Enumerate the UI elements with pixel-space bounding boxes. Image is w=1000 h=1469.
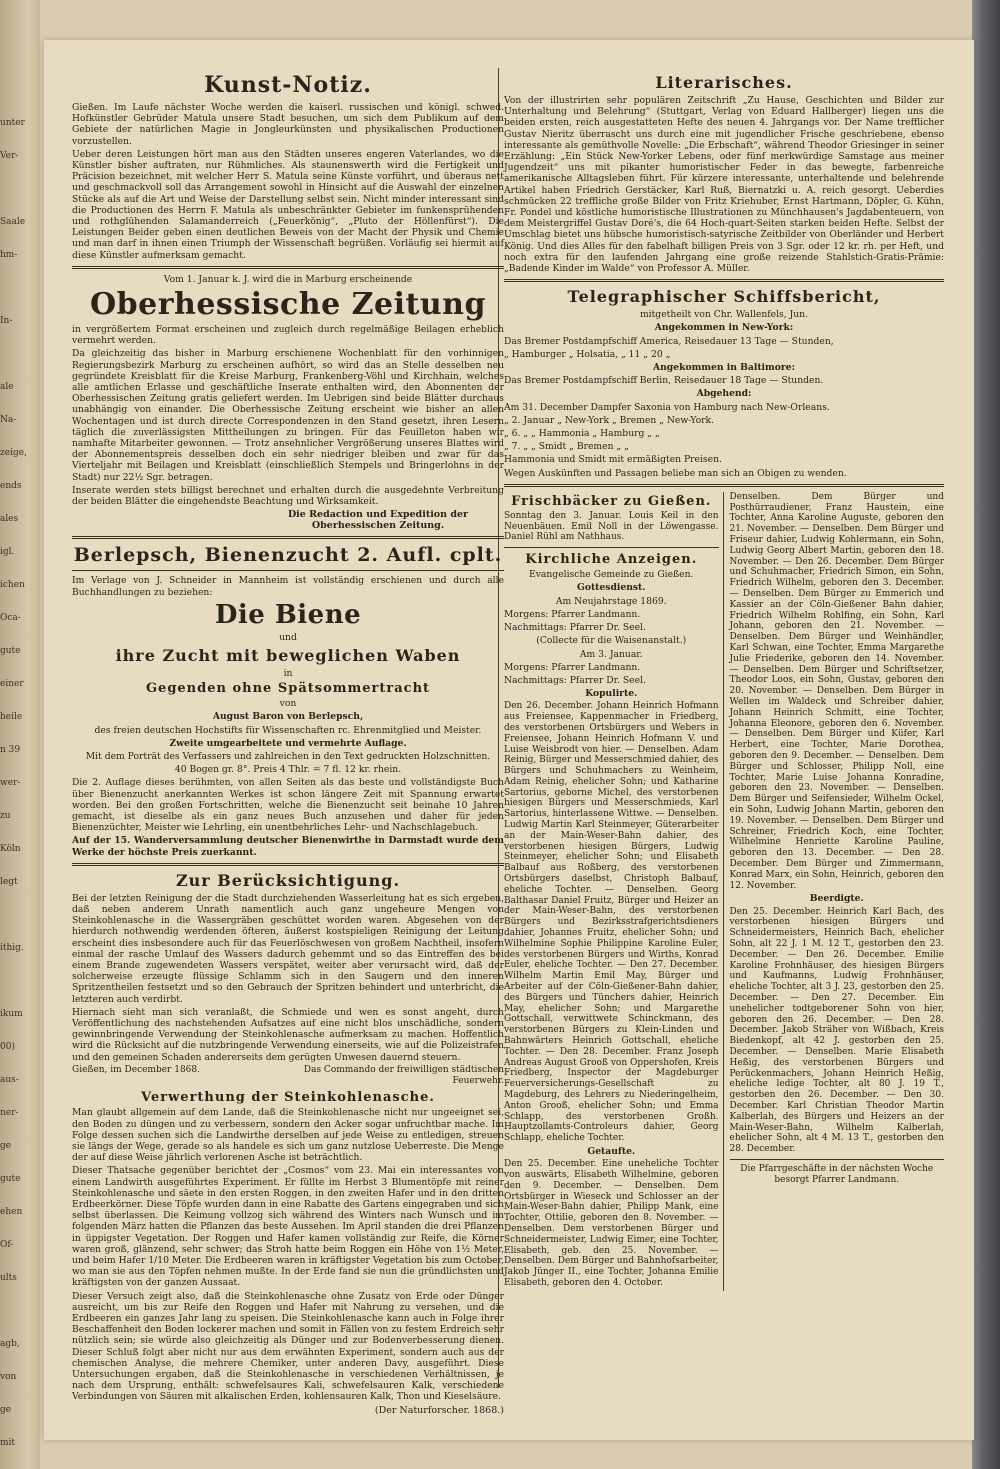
zeitung-title: Oberhessische Zeitung — [90, 287, 486, 323]
margin-fragment: aus- — [0, 1075, 19, 1085]
beruecksichtigung-date: Gießen, im December 1868. — [72, 1064, 200, 1075]
newspaper-page — [44, 40, 974, 1440]
right-column — [504, 70, 944, 1400]
margin-fragment: Saale — [0, 217, 26, 227]
margin-fragment: igl. — [0, 547, 15, 557]
pfarrgeschaefte-note: Die Pfarrgeschäfte in der nächsten Woche besorgt Pfarrer Landmann. — [740, 1163, 934, 1185]
beruecksichtigung-para-1: Bei der letzten Reinigung der die Stadt durchziehenden Wasserleitung hat es sich ergeben, daß neben anderem Unrath namentlich auch ganz ungeheure Mengen von Steinkohlenasche in die Wassergräben geschüttet worden waren. Abgesehen von der hierdurch nothwendig werdenden öfteren, äußerst kostspieligen Reinigung der Leitung erscheint dies insbesondere auch für das Feuerlöschwesen von großem Nachtheil, insofern einmal der rasche Umlauf des Wassers dadurch gehemmt und so das Eintreffen des bei einem Brande zugewendeten Wassers verspätet, weiter aber verursacht wird, daß der solcherweise erzeugte flüssige Schlamm sich in den Saugern und den inneren Spritzentheilen festsetzt und so den Gebrauch der Spritzen behindert und unterbricht, die letzteren auch verdirbt. — [72, 892, 504, 1005]
literarisches-title: Literarisches. — [655, 73, 793, 92]
schiffsbericht-subtitle: mitgetheilt von Chr. Wallenfels, Jun. — [639, 309, 809, 321]
getaufte-continued-para: Denselben. Dem Bürger und Posthürraudiener, Franz Haustein, eine Tochter, Anna Karoline Auguste, geboren den 21. November. — Denselben. Dem Bürger und Friseur dahier, Ludwig Kohlermann, ein Sohn, Ludwig Georg Albert Martin, geboren den 18. November. — Den 26. December. Dem Bürger und Schuhmacher, Friedrich Simon, ein Sohn, Friedrich Wilhelm, geboren den 3. December. — Denselben. Dem Bürger zu Emmerich und Kassier an der Cöln-Gießener Bahn dahier, Friedrich Wilhelm Rohlfing, ein Sohn, Karl Johann, geboren den 21. November. — Denselben. Dem Bürger und Weinhändler, Karl Schwan, eine Tochter, Emma Margarethe Julie Friederike, geboren den 14. November. — Denselben. Dem Bürger und Schriftsetzer, Theodor Loos, ein Sohn, Gustav, geboren den 20. November. — Denselben. Dem Bürger in Wellen im Waldeck und Schreiber dahier, Johann Heinrich Schmitt, eine Tochter, Johanna Eleonore, geboren den 6. November. — Denselben. Dem Bürger und Küfer, Karl Herbert, eine Tochter, Marie Dorothea, geboren den 9. December. — Denselben. Dem Bürger und Schlosser, Philipp Noll, eine Tochter, Marie Luise Johanna Konradine, geboren den 23. November. — Denselben. Dem Bürger und Seifensieder, Wilhelm Ockel, ein Sohn, Ludwig Johann Martin, geboren den 19. November. — Denselben. Dem Bürger und Schreiner, Friedrich Koch, eine Tochter, Wilhelmine Henriette Karoline Pauline, geboren den 13. December. — Den 28. December. Dem Bürger und Zimmermann, Konrad Marx, ein Sohn, Heinrich, geboren den 12. November. — [729, 491, 944, 891]
divider — [730, 1159, 945, 1160]
margin-fragment: einer — [0, 679, 24, 689]
margin-fragment: ale — [0, 382, 14, 392]
abgehend: Abgehend: — [696, 388, 752, 400]
schiffsbericht-title: Telegraphischer Schiffsbericht, — [567, 287, 881, 307]
beruecksichtigung-para-2: Hiernach sieht man sich veranlaßt, die Schmiede und wen es sonst angeht, durch Veröffentlichung des nachstehenden Aufsatzes auf eine nicht blos unschädliche, sondern gewinnbringende Verwendung der Steinkohlenasche aufmerksam zu machen. Hoffentlich wird die Rücksicht auf die nutzbringende Verwendung einerseits, wie auf die Polizeistrafen und den gemeinen Schaden andererseits dem gerügten Unwesen dauernd steuern. — [72, 1006, 504, 1063]
margin-fragment: ehen — [0, 1207, 23, 1217]
divider — [72, 570, 504, 571]
margin-fragment: zeige, — [0, 448, 27, 458]
morgens-2: Morgens: Pfarrer Landmann. — [504, 661, 641, 673]
margin-fragment: ge — [0, 1141, 12, 1151]
verwerthung-para-3: Dieser Versuch zeigt also, daß die Steinkohlenasche ohne Zusatz von Erde oder Dünger ausreicht, um bis zur Reife den Roggen und Hafer mit Nahrung zu versehen, und die Erdbeeren ein ganzes Jahr lang zu speisen. Die Steinkohlenasche kann auch in Folge ihrer Beschaffenheit den Boden lockerer machen und somit in Fällen von zu festem Erdreich sehr nützlich sein; sie würde also gleichzeitig als Dünger und zur Bodenverbesserung dienen. Dieser Schluß folgt aber nicht nur aus dem erwähnten Experiment, sondern auch aus der chemischen Analyse, die mehrere Chemiker, unter anderen Davy, ausgeführt. Diese Untersuchungen ergaben, daß die Steinkohlenasche in verschiedenen Verhältnissen, je nach dem Ursprung, enthält: schwefelsaures Kali, schwefelsauren Kalk, verschiedene Verbindungen von Säuren mit alkalischen Erden, kohlensauren Kalk, Thon und Kieselsäure. — [72, 1290, 504, 1403]
beruecksichtigung-title: Zur Berücksichtigung. — [175, 870, 401, 890]
nachmittags-2: Nachmittags: Pfarrer Dr. Seel. — [504, 674, 646, 686]
nachmittags-1: Nachmittags: Pfarrer Dr. Seel. — [504, 622, 646, 634]
frischbaecker-title: Frischbäcker zu Gießen. — [511, 493, 712, 509]
biene-subtitle-1: ihre Zucht mit beweglichen Waben — [115, 645, 461, 665]
beerdigte-heading: Beerdigte. — [809, 893, 864, 905]
biene-intro: Im Verlage von J. Schneider in Mannheim ist vollständig erschienen und durch alle Buchhandlungen zu beziehen: — [72, 575, 504, 598]
margin-fragment: ner- — [0, 1108, 19, 1118]
divider — [504, 484, 944, 487]
ship-row-5: „ 2. Januar „ New-York „ Bremen „ New-York. — [504, 414, 714, 426]
margin-fragment: wer- — [0, 778, 21, 788]
margin-fragment: zu — [0, 811, 11, 821]
margin-fragment: ults — [0, 1273, 17, 1283]
biene-portrait: Mit dem Porträt des Verfassers und zahlreichen in den Text gedruckten Holzschnitten. — [85, 750, 491, 762]
margin-fragment: ge — [0, 1405, 12, 1415]
zeitung-signature: Die Redaction und Expedition der Oberhessischen Zeitung. — [287, 509, 469, 532]
divider — [72, 536, 504, 539]
margin-fragment: hm- — [0, 250, 18, 260]
margin-fragment: Ver- — [0, 151, 19, 161]
collecte-line: (Collecte für die Waisenanstalt.) — [536, 635, 687, 647]
divider — [504, 279, 944, 282]
kunst-notiz-para-1: Gießen. Im Laufe nächster Woche werden die kaiserl. russischen und königl. schwed. Hofkünstler Gebrüder Matula unsere Stadt besuchen, um sich dem Publikum auf dem Gebiete der natürlichen Magie in Jongleurkünsten und physikalischen Productionen vorzustellen. — [72, 102, 504, 147]
gottesdienst-heading: Gottesdienst. — [576, 582, 646, 594]
margin-fragment: legt — [0, 877, 18, 887]
margin-fragment: In- — [0, 316, 13, 326]
getaufte-para: Den 25. December. Eine uneheliche Tochter von auswärts, Elisabeth Wilhelmine, geboren den 9. December. — Denselben. Dem Ortsbürger in Wieseck und Schlosser an der Main-Weser-Bahn dahier, Philipp Mank, eine Tochter, Ottilie, geboren den 8. November. — Denselben. Dem verstorbenen Bürger und Schneidermeister, Ludwig Eimer, eine Tochter, Elisabeth, geb. den 25. November. — Denselben. Dem Bürger und Bahnhofsarbeiter, Jakob Jünger II., eine Tochter, Johanna Emilie Elisabeth, geboren den 4. October. — [504, 1159, 719, 1288]
verwerthung-source: (Der Naturforscher. 1868.) — [374, 1404, 504, 1416]
zeitung-para-1: in vergrößertem Format erscheinen und zugleich durch regelmäßige Beilagen erheblich vermehrt werden. — [72, 324, 504, 347]
biene-author: August Baron von Berlepsch, — [212, 711, 364, 723]
margin-fragment: ales — [0, 514, 19, 524]
margin-fragment: mit — [0, 1438, 16, 1448]
biene-und: und — [279, 631, 297, 643]
kirchliche-column — [504, 492, 724, 1291]
verwerthung-title: Verwerthung der Steinkohlenasche. — [141, 1090, 435, 1106]
biene-member: des freien deutschen Hochstifts für Wissenschaften rc. Ehrenmitglied und Meister. — [94, 724, 482, 736]
kopulirte-para: Den 26. December. Johann Heinrich Hofmann aus Freiensee, Kappenmacher in Friedberg, des verstorbenen Ortsbürgers und Webers in Freiensee, Johann Heinrich Hofmann V. und Luise Weisbrodt von hier. — Denselben. Adam Reinig, Bürger und Messerschmied dahier, des Bürgers und Schuhmachers zu Weinheim, Adam Reinig, ehelicher Sohn; und Katharine Sartorius, geborne Michel, des verstorbenen hiesigen Bürgers und Messerschmieds, Karl Sartorius, hinterlassene Wittwe. — Denselben. Ludwig Martin Karl Steinmeyer, Güterarbeiter an der Main-Weser-Bahn dahier, des verstorbenen hiesigen Bürgers, Ludwig Steinmeyer, ehelicher Sohn; und Elisabeth Balbauf aus Roßberg, des verstorbenen Ortsbürgers daselbst, Christoph Balbauf, eheliche Tochter. — Denselben. Georg Balthasar Daniel Fruitz, Bürger und Heizer an der Main-Weser-Bahn, des verstorbenen Bürgers und Bezirksstrafgerichtsdieners dahier, Johannes Fruitz, ehelicher Sohn; und Wilhelmine Sophie Philippine Karoline Euler, des verstorbenen Bürgers und Wirths, Konrad Euler, eheliche Tochter. — Den 27. December. Wilhelm Martin Emil May, Bürger und Arbeiter auf der Cöln-Gießener-Bahn dahier, des Bürgers und Tünchers dahier, Heinrich May, ehelicher Sohn; und Margarethe Gottschall, verwittwete Schinckmann, des verstorbenen Bürgers zu Klein-Linden und Bahnwärters Heinrich Gottschall, eheliche Tochter. — Den 28. December. Franz Joseph Andreas August Grooß von Oppershofen, Kreis Friedberg, Inspector der Magdeburger Feuerversicherungs-Gesellschaft zu Magdeburg, des Lehrers zu Niederingelheim, Anton Grooß, ehelicher Sohn; und Emma Schlapp, des verstorbenen Großh. Hauptzollamts-Controleurs dahier, Georg Schlapp, eheliche Tochter. — [504, 701, 719, 1144]
ship-row-2: „ Hamburger „ Holsatia, „ 11 „ 20 „ — [504, 348, 671, 360]
margin-fragment: ichen — [0, 580, 25, 590]
angekommen-new-york: Angekommen in New-York: — [654, 322, 794, 334]
margin-fragment: n 39 — [0, 745, 21, 755]
margin-fragment: heile — [0, 712, 23, 722]
margin-fragment: 00) — [0, 1042, 15, 1052]
ship-row-1: Das Bremer Postdampfschiff America, Reisedauer 13 Tage — Stunden, — [504, 335, 834, 347]
biene-title: Die Biene — [214, 599, 362, 630]
kunst-notiz-para-2: Ueber deren Leistungen hört man aus den Städten unseres engeren Vaterlandes, wo die Künstler bisher auftraten, nur Rühmliches. Als staunenswerth wird die Fertigkeit und Präcision bezeichnet, mit welcher Herr S. Matula seine Künste vorführt, und überaus nett und geschmackvoll soll das Arrangement sowohl in Hinsicht auf die Auswahl der einzelnen Stücke als auf die Art und Weise der Darstellung selbst sein. Nicht minder interessant sind die Productionen des Herrn F. Matula als unbeschränkter Gebieter im funkensprühenden und rothglühenden Salamanderreich („Feuerkönig“, „Pluto der Höllenfürst“). Die Leistungen Beider geben einen deutlichen Beweis von der Macht der Physik und Chemie und man darf in ihnen einen Triumph der Wissenschaft begrüßen. Vorläufig sei hiermit auf diese Künstler aufmerksam gemacht. — [72, 148, 504, 261]
zeitung-intro: Vom 1. Januar k. J. wird die in Marburg erscheinende — [163, 273, 413, 285]
biene-price: 40 Bogen gr. 8°. Preis 4 Thlr. = 7 fl. 12 kr. rhein. — [174, 764, 402, 776]
beerdigte-para: Den 25. December. Heinrich Karl Bach, des verstorbenen hiesigen Bürgers und Schneidermeisters, Heinrich Bach, ehelicher Sohn, alt 22 J. 1 M. 12 T., gestorben den 23. December. — Den 26. December. Emilie Karoline Frohnhäuser, des hiesigen Bürgers und Kaufmanns, Ludwig Frohnhäuser, eheliche Tochter, alt 3 J. 23, gestorben den 25. December. — Den 27. December. Ein unehelicher todtgeborener Sohn von hier, geboren den 26. December. — Den 28. December. Jakob Sträher von Wißbach, Kreis Biedenkopf, alt 42 J. gestorben den 25. December. — Denselben. Marie Elisabeth Heßig, des verstorbenen Bürgers und Perückenmachers, Johann Heinrich Heßig, eheliche ledige Tochter, alt 80 J. 19 T., gestorben den 26. December. — Den 30. December. Karl Christian Theodor Martin Kalberlah, des Bürgers und Heizers an der Main-Weser-Bahn, Wilhelm Kalberlah, ehelicher Sohn, alt 4 M. 13 T., gestorben den 28. December. — [729, 906, 944, 1155]
margin-fragment: unter — [0, 118, 25, 128]
zeitung-para-2: Da gleichzeitig das bisher in Marburg erschienene Wochenblatt für den vorhinnigen Regierungsbezirk Marburg zu erscheinen aufhört, so wird das an Stelle desselben neu gegründete Kreisblatt für die Kreise Marburg, Frankenberg-Vöhl und Kirchhain, welches alle amtlichen Erlasse und geschäftliche Inserate enthalten wird, den Abonnenten der Oberhessischen Zeitung gratis geliefert werden. Im Uebrigen sind beide Blätter durchaus unabhängig von einander. Die Oberhessische Zeitung erscheint wie bisher an allen Wochentagen und ist durch directe Correspondenzen in den Stand gesetzt, ihren Lesern täglich die zuverlässigsten Mittheilungen zu bringen. Für das Feuilleton haben wir namhafte Mitarbeiter gewonnen. — Trotz ansehnlicher Vergrößerung unseres Blattes wird der Abonnementspreis desselben doch ein sehr niedriger bleiben und zwar für das Vierteljahr mit Beilagen und Kreisblatt (einschließlich Stempels und Bringerlohns in der Stadt) nur 22½ Sgr. betragen. — [72, 348, 504, 483]
kunst-notiz-title: Kunst-Notiz. — [204, 72, 372, 98]
getaufte-heading: Getaufte. — [587, 1145, 636, 1157]
zeitung-para-3: Inserate werden stets billigst berechnet und erhalten durch die ausgedehnte Verbreitung der beiden Blätter die eingehendste Beachtung und Wirksamkeit. — [72, 484, 504, 508]
divider — [504, 547, 719, 548]
morgens-1: Morgens: Pfarrer Landmann. — [504, 608, 641, 620]
biene-von: von — [279, 698, 297, 710]
kirchliche-anzeigen-title: Kirchliche Anzeigen. — [525, 552, 698, 568]
kopulirte-heading: Kopulirte. — [585, 688, 638, 700]
margin-fragment: ithig. — [0, 943, 24, 953]
left-column — [72, 70, 504, 1416]
divider — [72, 863, 504, 866]
margin-fragment: gute — [0, 1174, 21, 1184]
margin-fragment: agb, — [0, 1339, 20, 1349]
beruecksichtigung-signature: Das Commando der freiwilligen städtischen Feuerwehr. — [303, 1064, 504, 1086]
kirchliche-subtitle: Evangelische Gemeinde zu Gießen. — [529, 569, 694, 581]
jan3-line: Am 3. Januar. — [579, 648, 643, 660]
berlepsch-title: Berlepsch, Bienenzucht 2. Aufl. cplt. — [73, 544, 503, 567]
margin-fragment: gute — [0, 646, 21, 656]
frischbaecker-para: Sonntag den 3. Januar. Louis Keil in den Neuenbäuen. Emil Noll in der Löwengasse. Daniel Rühl am Nathhaus. — [504, 510, 719, 543]
ship-row-6: „ 6. „ „ Hammonia „ Hamburg „ „ — [504, 428, 660, 440]
schiffsbericht-note-1: Hammonia und Smidt mit ermäßigten Preisen. — [504, 454, 722, 466]
literarisches-para: Von der illustrirten sehr populären Zeitschrift „Zu Hause, Geschichten und Bilder zur Unterhaltung und Belehrung“ (Stuttgart, Verlag von Eduard Hallberger) liegen uns die beiden ersten, reich ausgestatteten Hefte des neuen 4. Jahrgangs vor. Der Name trefflicher Gustav Nieritz überrascht uns durch eine mit jugendlicher Frische geschriebene, ebenso interessante als gemüthvolle Novelle: „Die Erbschaft“, während Theodor Griesinger in seiner Erzählung: „Ein Stück New-Yorker Lebens, oder fünf merkwürdige Samstage aus meiner Jugendzeit“ uns mit pikanter humoristischer Feder in das bewegte, farbenreiche amerikanische Alltagsleben führt. Für kürzere interessante, unterhaltende und belehrende Artikel haben Friedrich Gerstäcker, Karl Ruß, Biernatzki u. A. reich gesorgt. Ueberdies schmücken 22 treffliche große Bilder von Fritz Kriehuber, Ernst Hartmann, Döpler, G. Kühn, Fr. Pondel und köstliche humoristische Illustrationen zu Münchhausen's Jagdabenteuern, von dem Meistergriffel Gustav Doré's, die 64 Hoch-quart-Seiten starken beiden Hefte. Selbst der Umschlag bietet uns hübsche humoristisch-satyrische Zeitbilder von Oberländer und Herbert König. Und dies Alles für den fabelhaft billigen Preis von 3 Sgr. oder 12 kr. rh. per Heft, und noch extra für den laufenden Jahrgang eine große reizende Stahlstich-Gratis-Prämie: „Badende Kinder im Walde“ von Professor A. Müller. — [504, 95, 944, 275]
book-edge — [972, 0, 1000, 1469]
margin-fragment: Oca- — [0, 613, 21, 623]
page-binding — [0, 0, 40, 1469]
verwerthung-para-2: Dieser Thatsache gegenüber berichtet der „Cosmos“ vom 23. Mai ein interessantes von einem Landwirth ausgeführtes Experiment. Er füllte im Herbst 3 Blumentöpfe mit reiner Steinkohlenasche und säete in den ersten Roggen, in den zweiten Hafer und in den dritten Erdbeerkörner. Diese Töpfe wurden dann in eine Rabatte des Gartens eingegraben und sich selbst überlassen. Die Keimung vollzog sich während des Winters nach Wunsch und im folgenden März hatten die Pflanzen das beste Aussehen. Im April standen die drei Pflanzen in üppigster Vegetation. Der Roggen und Hafer kamen vollständig zur Reife, die Körner waren groß, glänzend, sehr schwer; das Stroh hatte beim Roggen ein Höhe von 1½ Meter, und beim Hafer 1/10 Meter. Die Erdbeeren waren in kräftigster Vegetation bis zum October, wo man sie aus den Töpfen nehmen mußte. In der Erde fand sie nun die gründlichsten und kräftigsten von der ganzen Aussaat. — [72, 1165, 504, 1289]
biene-subtitle-2: Gegenden ohne Spätsommertracht — [145, 681, 431, 697]
ship-row-4: Am 31. December Dampfer Saxonia von Hamburg nach New-Orleans. — [504, 401, 830, 413]
neujahr-line: Am Neujahrstage 1869. — [555, 595, 667, 607]
margin-fragment: Köln — [0, 844, 21, 854]
angekommen-baltimore: Angekommen in Baltimore: — [653, 362, 795, 374]
margin-fragment: Na- — [0, 415, 17, 425]
biene-in: in — [283, 667, 293, 679]
margin-fragment: von — [0, 1372, 17, 1382]
margin-fragment: ends — [0, 481, 22, 491]
ship-row-7: „ 7. „ „ Smidt „ Bremen „ „ — [504, 441, 629, 453]
biene-para-1: Die 2. Auflage dieses berühmten, von allen Seiten als das beste und vollständigste Buch über Bienenzucht anerkannten Werkes ist schon längere Zeit mit Spannung erwartet worden. Bei den großen Fortschritten, welche die Bienenzucht seit beinahe 10 Jahren gemacht, ist dieselbe als ein ganz neues Buch anzusehen und daher für jeden Bienenzüchter, Meister wie Lehrling, ein unentbehrliches Lehr- und Nachschlagebuch. — [72, 777, 504, 834]
margin-fragment: ikum — [0, 1009, 23, 1019]
schiffsbericht-note-2: Wegen Auskünften und Passagen beliebe man sich an Obigen zu wenden. — [504, 467, 847, 479]
verwerthung-para-1: Man glaubt allgemein auf dem Lande, daß die Steinkohlenasche nicht nur ungeeignet sei, den Boden zu düngen und zu verbessern, sondern den Acker sogar unfruchtbar mache. Im Folge dessen suchen sich die Landwirthe derselben auf jede Weise zu entledigen, streuen sie längs der Wege, gerade so als handele es sich um ganz nutzlose Ueberreste. Die Menge der auf diese Weise jährlich verlorenen Asche ist beträchtlich. — [72, 1107, 504, 1164]
divider — [72, 266, 504, 269]
biene-para-2: Auf der 15. Wanderversammlung deutscher Bienenwirthe in Darmstadt wurde dem Werke der höchste Preis zuerkannt. — [72, 835, 504, 858]
register-column — [730, 492, 945, 1291]
ship-row-3: Das Bremer Postdampfschiff Berlin, Reisedauer 18 Tage — Stunden. — [504, 375, 824, 387]
margin-fragment: Of- — [0, 1240, 14, 1250]
biene-edition: Zweite umgearbeitete und vermehrte Auflage. — [169, 737, 407, 749]
